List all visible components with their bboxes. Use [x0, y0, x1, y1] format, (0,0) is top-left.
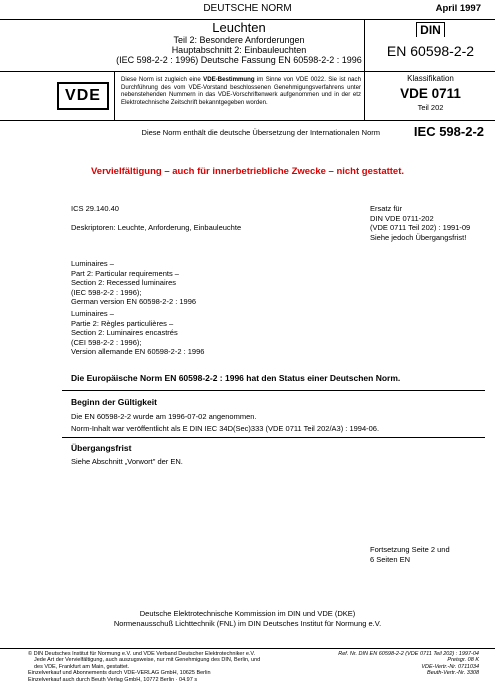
- footer-line: © DIN Deutsches Institut für Normung e.V. und VDE Verband Deutscher Elektrotechniker e.V.: [28, 651, 256, 657]
- din-number: EN 60598-2-2: [386, 43, 475, 59]
- gueltigkeit-heading: Beginn der Gültigkeit: [71, 397, 157, 407]
- continuation-line: 6 Seiten EN: [370, 554, 411, 564]
- footer-reference: [318, 651, 479, 677]
- title-block: [114, 19, 364, 71]
- english-title-line: Part 2: Particular requirements –: [71, 268, 179, 278]
- divider: [62, 437, 485, 438]
- deskriptoren: Deskriptoren: Leuchte, Anforderung, Einbauleuchte: [71, 223, 242, 232]
- gueltigkeit-text: Norm-Inhalt war veröffentlicht als E DIN IEC 34D(Sec)333 (VDE 0711 Teil 202/A3) : 1994-06.: [71, 424, 380, 433]
- copy-warning: Vervielfältigung – auch für innerbetriebliche Zwecke – nicht gestattet.: [90, 166, 405, 177]
- status-statement: Die Europäische Norm EN 60598-2-2 : 1996 hat den Status einer Deutschen Norm.: [71, 373, 401, 383]
- commission-line: Normenausschuß Lichttechnik (FNL) im DIN Deutsches Institut für Normung e.V.: [113, 618, 382, 628]
- footer-line: Jede Art der Vervielfältigung, auch auszugsweise, nur mit Genehmigung des DIN, Berlin, und: [34, 657, 261, 664]
- issue-date: April 1997: [435, 3, 481, 14]
- french-title-line: (CEI 598-2-2 : 1996);: [71, 337, 142, 347]
- commission-block: [0, 609, 495, 628]
- title-line: Hauptabschnitt 2: Einbauleuchten: [171, 45, 307, 55]
- uebergang-text: Siehe Abschnitt „Vorwort" der EN.: [71, 457, 183, 466]
- vde-block: [0, 72, 114, 120]
- footer-copyright: [28, 651, 308, 683]
- uebergang-heading: Übergangsfrist: [71, 443, 132, 453]
- footer-line: Einzelverkauf auch durch Beuth Verlag GmbH, 10772 Berlin · 04.97 s: [28, 676, 198, 683]
- standard-type: DEUTSCHE NORM: [203, 3, 292, 14]
- ersatz-block: [370, 204, 470, 242]
- french-title-line: Section 2: Luminaires encastrés: [71, 328, 178, 337]
- footer-line: VDE-Vertr.-Nr. 0711034: [421, 663, 479, 670]
- english-title-line: (IEC 598-2-2 : 1996);: [71, 287, 142, 297]
- intro-text: Diese Norm enthält die deutsche Übersetzung der Internationalen Norm: [141, 128, 380, 137]
- footer-line: des VDE, Frankfurt am Main, gestattet.: [34, 663, 130, 670]
- continuation-line: Fortsetzung Seite 2 und: [370, 545, 450, 554]
- french-title-block: [71, 309, 204, 357]
- divider: [0, 120, 495, 121]
- footer-line: Preisgr. 08 K: [447, 657, 479, 664]
- intro-line: [0, 124, 495, 140]
- document-title: Leuchten: [212, 20, 266, 35]
- header-bar: [0, 0, 495, 20]
- english-title-line: Luminaires –: [71, 259, 114, 268]
- gueltigkeit-text: Die EN 60598-2-2 wurde am 1996-07-02 angenommen.: [71, 412, 257, 421]
- ics-code: ICS 29.140.40: [71, 204, 119, 213]
- ersatz-line: (VDE 0711 Teil 202) : 1991-09: [370, 223, 471, 232]
- continuation-note: [370, 545, 450, 564]
- divider: [62, 390, 485, 391]
- vde-logo: VDE: [57, 82, 109, 110]
- english-title-line: Section 2: Recessed luminaires: [71, 278, 177, 287]
- vde-note: Diese Norm ist zugleich eine VDE-Bestimmung im Sinne von VDE 0022. Sie ist nach Durchführung des vom VDE-Vorstand beschlossenen Genehmigungsverfahrens unter nebenstehenden Nummern in das VDE-Vorschriftenwerk aufgenommen und in der etz Elektrotechnische Zeitschrift bekanntgegeben worden.: [121, 76, 361, 106]
- vde-note-block: [114, 72, 365, 120]
- french-title-line: Luminaires –: [71, 309, 114, 318]
- french-title-line: Version allemande EN 60598-2-2 : 1996: [71, 347, 205, 356]
- ersatz-line: DIN VDE 0711-202: [370, 213, 434, 223]
- vde-number: VDE 0711: [400, 86, 461, 101]
- vde-part: Teil 202: [417, 103, 444, 112]
- footer-line: Ref. Nr. DIN EN 60598-2-2 (VDE 0711 Teil 202) : 1997-04: [338, 651, 479, 657]
- klassifikation-block: [364, 72, 495, 120]
- footer-line: Einzelverkauf und Abonnements durch VDE-VERLAG GmbH, 10625 Berlin: [28, 670, 211, 677]
- english-title-block: [71, 259, 196, 307]
- english-title-line: German version EN 60598-2-2 : 1996: [71, 297, 197, 306]
- divider: [0, 648, 495, 649]
- din-block: [364, 19, 495, 71]
- iec-number: IEC 598-2-2: [413, 124, 484, 139]
- din-logo: DIN: [416, 22, 445, 37]
- ersatz-line: Siehe jedoch Übergangsfrist!: [370, 232, 467, 242]
- title-line: Teil 2: Besondere Anforderungen: [173, 35, 305, 45]
- klassifikation-label: Klassifikation: [407, 74, 454, 83]
- french-title-line: Partie 2: Règles particulières –: [71, 318, 174, 328]
- title-line: (IEC 598-2-2 : 1996) Deutsche Fassung EN 60598-2-2 : 1996: [116, 55, 362, 65]
- footer-line: Beuth-Vertr.-Nr. 3308: [427, 670, 479, 677]
- ersatz-line: Ersatz für: [370, 204, 403, 213]
- commission-line: Deutsche Elektrotechnische Kommission im DIN und VDE (DKE): [139, 609, 356, 618]
